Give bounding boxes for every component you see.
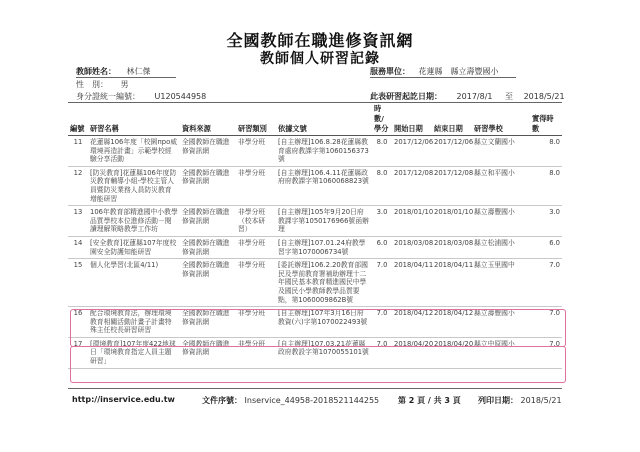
cell-start: 2018/04/12 [392, 307, 432, 338]
col-header: 資料來源 [180, 103, 236, 136]
document-serial [202, 395, 379, 406]
table-row [68, 166, 562, 205]
cell-earned: 3.0 [530, 206, 562, 237]
cell-no: 16 [68, 307, 88, 338]
period-start: 2017/8/1 [456, 92, 493, 101]
cell-hours: 3.0 [372, 206, 392, 237]
cell-school: 縣立壽豐國小 [472, 206, 530, 237]
table-header-row [68, 103, 562, 136]
cell-doc: [自主辦理]106.8.28花蓮縣教育處府教課字第1060156373號 [276, 136, 372, 167]
record-period [370, 91, 565, 102]
name-value: 林仁傑 [126, 67, 151, 76]
cell-no: 15 [68, 259, 88, 307]
cell-school: 縣立壽豐國小 [472, 307, 530, 338]
period-to: 至 [505, 92, 514, 101]
cell-start: 2017/12/08 [392, 166, 432, 205]
cell-earned: 8.0 [530, 166, 562, 205]
highlight-box [70, 346, 566, 383]
unit-value: 花蓮縣 縣立壽豐國小 [418, 67, 499, 76]
cell-no: 14 [68, 236, 88, 258]
cell-earned: 7.0 [530, 337, 562, 368]
cell-school: 縣立中原國小 [472, 337, 530, 368]
cell-category: 非學分班 [236, 307, 276, 338]
cell-category: 非學分班 [236, 236, 276, 258]
cell-earned: 6.0 [530, 236, 562, 258]
cell-source: 全國教師在職進修資訊網 [180, 206, 236, 237]
page-title: 全國教師在職進修資訊網 [226, 31, 414, 50]
cell-doc: [自主辦理]107.01.24府教學習字第1070006734號 [276, 236, 372, 258]
cell-name: [環境教育]107年度422地球日「環境教育指定人員主題研習」 [88, 337, 180, 368]
name-label: 教師姓名： [76, 67, 116, 76]
cell-no: 13 [68, 206, 88, 237]
col-header: 結束日期 [432, 103, 472, 136]
table-row [68, 206, 562, 237]
cell-doc: [自主辦理]107年3月16日府教資(六)字第1070022493號 [276, 307, 372, 338]
cell-no: 12 [68, 166, 88, 205]
service-unit [370, 66, 499, 77]
cell-end: 2018/04/11 [432, 259, 472, 307]
cell-source: 全國教師在職進修資訊網 [180, 307, 236, 338]
cell-end: 2017/12/08 [432, 166, 472, 205]
col-header: 研習名稱 [88, 103, 180, 136]
cell-hours: 7.0 [372, 259, 392, 307]
col-header: 編號 [68, 103, 88, 136]
footer-rule [68, 388, 562, 389]
cell-source: 全國教師在職進修資訊網 [180, 136, 236, 167]
cell-category: 非學分班 [236, 337, 276, 368]
col-header: 實得時數 [530, 103, 562, 136]
page-number: 第 2 頁 / 共 3 頁 [398, 396, 461, 405]
cell-source: 全國教師在職進修資訊網 [180, 337, 236, 368]
cell-doc: [自主辦理]107.03.21花蓮縣政府教設字第1070055101號 [276, 337, 372, 368]
cell-end: 2018/04/20 [432, 337, 472, 368]
table-row [68, 236, 562, 258]
cell-earned: 7.0 [530, 259, 562, 307]
cell-no: 11 [68, 136, 88, 167]
serial-value: Inservice_44958-2018521144255 [244, 396, 380, 405]
period-end: 2018/5/21 [523, 92, 565, 101]
cell-hours: 7.0 [372, 337, 392, 368]
page-subtitle: 教師個人研習記錄 [260, 51, 380, 67]
col-header: 研習類別 [236, 103, 276, 136]
print-label: 列印日期： [478, 396, 518, 405]
teacher-name [76, 66, 151, 77]
cell-no: 17 [68, 337, 88, 368]
cell-name: [安全教育]花蓮縣107年度校園安全防護知能研習 [88, 236, 180, 258]
underline [370, 77, 516, 78]
col-header: 依據文號 [276, 103, 372, 136]
cell-hours: 6.0 [372, 236, 392, 258]
teacher-id [76, 91, 206, 102]
table-row [68, 259, 562, 307]
cell-earned: 7.0 [530, 307, 562, 338]
cell-start: 2018/04/11 [392, 259, 432, 307]
cell-earned: 8.0 [530, 136, 562, 167]
cell-hours: 7.0 [372, 307, 392, 338]
cell-doc: [自主辦理]105年9月20日府教課字第1050176966號函辦理 [276, 206, 372, 237]
cell-name: [防災教育]花蓮縣106年度防災教育輔導小組-學校主管人員暨防災業務人員防災教育增能研習 [88, 166, 180, 205]
cell-school: 縣立玉里國中 [472, 259, 530, 307]
print-value: 2018/5/21 [520, 396, 562, 405]
cell-start: 2018/04/20 [392, 337, 432, 368]
period-label: 此表研習起訖日期： [370, 92, 442, 101]
cell-doc: [委託辦理]106.2.20教育部國民及學前教育署補助辦理十二年國民基本教育精進國民中學及國民小學教師教學品質要點，第1060009862B號 [276, 259, 372, 307]
cell-end: 2018/03/08 [432, 236, 472, 258]
cell-source: 全國教師在職進修資訊網 [180, 236, 236, 258]
table-row [68, 136, 562, 167]
cell-start: 2017/12/06 [392, 136, 432, 167]
cell-name: 個人化學習(北區4/11) [88, 259, 180, 307]
cell-end: 2018/04/12 [432, 307, 472, 338]
unit-label: 服務單位： [370, 67, 410, 76]
cell-school: 縣立文蘭國小 [472, 136, 530, 167]
cell-start: 2018/03/08 [392, 236, 432, 258]
cell-category: 非學分班 [236, 166, 276, 205]
cell-doc: [自主辦理]106.4.11花蓮縣政府府教課字第1060068823號 [276, 166, 372, 205]
cell-end: 2017/12/06 [432, 136, 472, 167]
cell-hours: 8.0 [372, 166, 392, 205]
cell-name: 106年教育部精進國中小教學品質學校本位進修活動－閱讀理解策略教學工作坊 [88, 206, 180, 237]
col-header: 研習學校 [472, 103, 530, 136]
site-url: http://inservice.edu.tw [72, 395, 175, 404]
id-value: U120544958 [154, 92, 207, 101]
print-date [478, 395, 562, 406]
cell-name: 配合環境教育法，辦理環境教育相關活動計畫子計畫特殊主任校長研習研習 [88, 307, 180, 338]
cell-end: 2018/01/10 [432, 206, 472, 237]
gender-label: 性 別： [76, 80, 108, 89]
cell-category: 非學分班（校本研習） [236, 206, 276, 237]
cell-start: 2018/01/10 [392, 206, 432, 237]
cell-source: 全國教師在職進修資訊網 [180, 259, 236, 307]
cell-school: 縣立松浦國小 [472, 236, 530, 258]
id-label: 身分證統一編號： [76, 92, 140, 101]
gender-value: 男 [120, 80, 129, 89]
cell-school: 縣立和平國小 [472, 166, 530, 205]
teacher-gender [76, 79, 129, 90]
cell-category: 非學分班 [236, 136, 276, 167]
col-header: 時數/學分 [372, 103, 392, 136]
underline [76, 77, 176, 78]
cell-hours: 8.0 [372, 136, 392, 167]
cell-category: 非學分班 [236, 259, 276, 307]
cell-name: 花蓮縣106年度「校園про威環境再造計畫」示範學校經驗分享活動 [88, 136, 180, 167]
serial-label: 文件序號： [202, 396, 242, 405]
highlight-box [70, 309, 566, 347]
cell-source: 全國教師在職進修資訊網 [180, 166, 236, 205]
col-header: 開始日期 [392, 103, 432, 136]
